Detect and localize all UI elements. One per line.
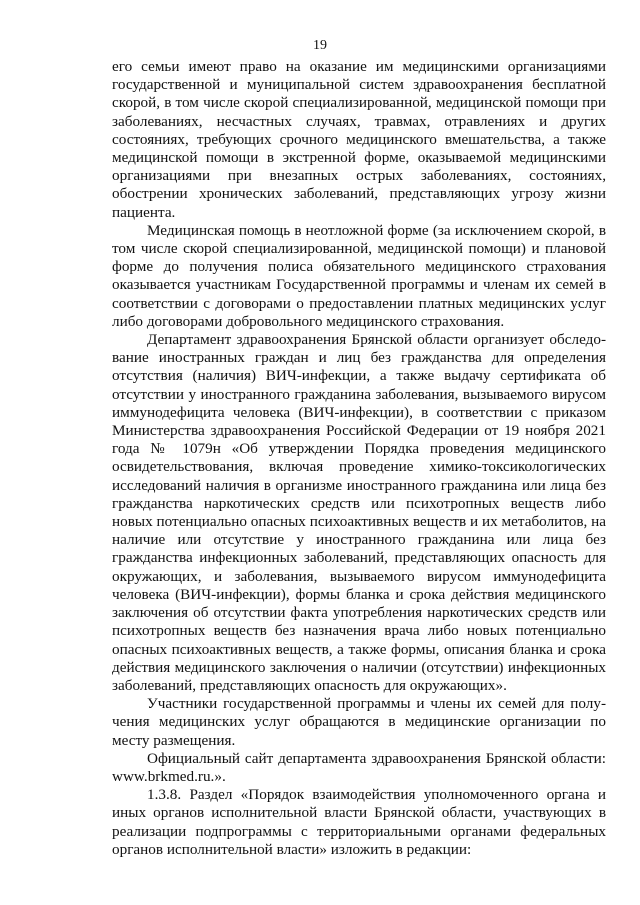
- paragraph-section-1-3-8: 1.3.8. Раздел «Порядок взаимодействия уполномоченного органа и иных органов исполнительной власти Брянской области, участвующих в реализации подпрограммы с территориальными органами федеральных органов исполнительной власти» изложить в редакции:: [112, 786, 606, 858]
- paragraph-medical-services: Участники государственной программы и члены их семей для получения медицинских услуг обращаются в медицинские организации по месту размещения.: [112, 695, 606, 749]
- paragraph-continuation: его семьи имеют право на оказание им медицинскими организациями государственной и муниципальной систем здравоохранения бесплатной скорой, в том числе скорой специализированной, медицинской помощи при заболеваниях, несчастных случаях, травмах, отравлениях и других состояниях, требующих срочного медицинского вмешательства, а также медицинской помощи в экстренной форме, оказываемой медицинскими организациями при внезапных острых заболеваниях, состояниях, обострении хронических заболеваний, представляющих угрозу жизни пациента.: [112, 58, 606, 221]
- paragraph-official-site: Официальный сайт департамента здравоохранения Брянской области: www.brkmed.ru.».: [112, 749, 606, 785]
- document-body: [112, 58, 606, 859]
- paragraph-hiv-examination: Департамент здравоохранения Брянской области организует обследование иностранных граждан и лиц без гражданства для определения отсутствия (наличия) ВИЧ-инфекции, а также выдачу сертификата об отсутствии у иностранного гражданина заболевания, вызываемого вирусом иммунодефицита человека (ВИЧ-инфекции), в соответствии с приказом Министерства здравоохранения Российской Федерации от 19 ноября 2021 года № 1079н «Об утверждении Порядка проведения медицинского освидетельствования, включая проведение химико-токсикологических исследований наличия в организме иностранного гражданина или лица без гражданства наркотических средств или психотропных веществ либо новых потенциально опасных психоактивных веществ и их метаболитов, на наличие или отсутствие у иностранного гражданина или лица без гражданства инфекционных заболеваний, представляющих опасность для окружающих, и заболевания, вызываемого вирусом иммунодефицита человека (ВИЧ-инфекции), формы бланка и срока действия медицинского заключения об отсутствии факта употребления наркотических средств или психотропных веществ без назначения врача либо новых потенциально опасных психоактивных веществ, а также формы, описания бланка и срока действия медицинского заключения о наличии (отсутствии) инфекционных заболеваний, представляющих опасность для окружающих».: [112, 331, 606, 694]
- paragraph-urgent-care: Медицинская помощь в неотложной форме (за исключением скорой, в том числе скорой специализированной, медицинской помощи) и плановой форме до получения полиса обязательного медицинского страхования оказывается участникам Государственной программы и членам их семей в соответствии с договорами о предоставлении платных медицинских услуг либо договорами добровольного медицинского страхования.: [112, 221, 606, 330]
- page-number: 19: [313, 38, 327, 53]
